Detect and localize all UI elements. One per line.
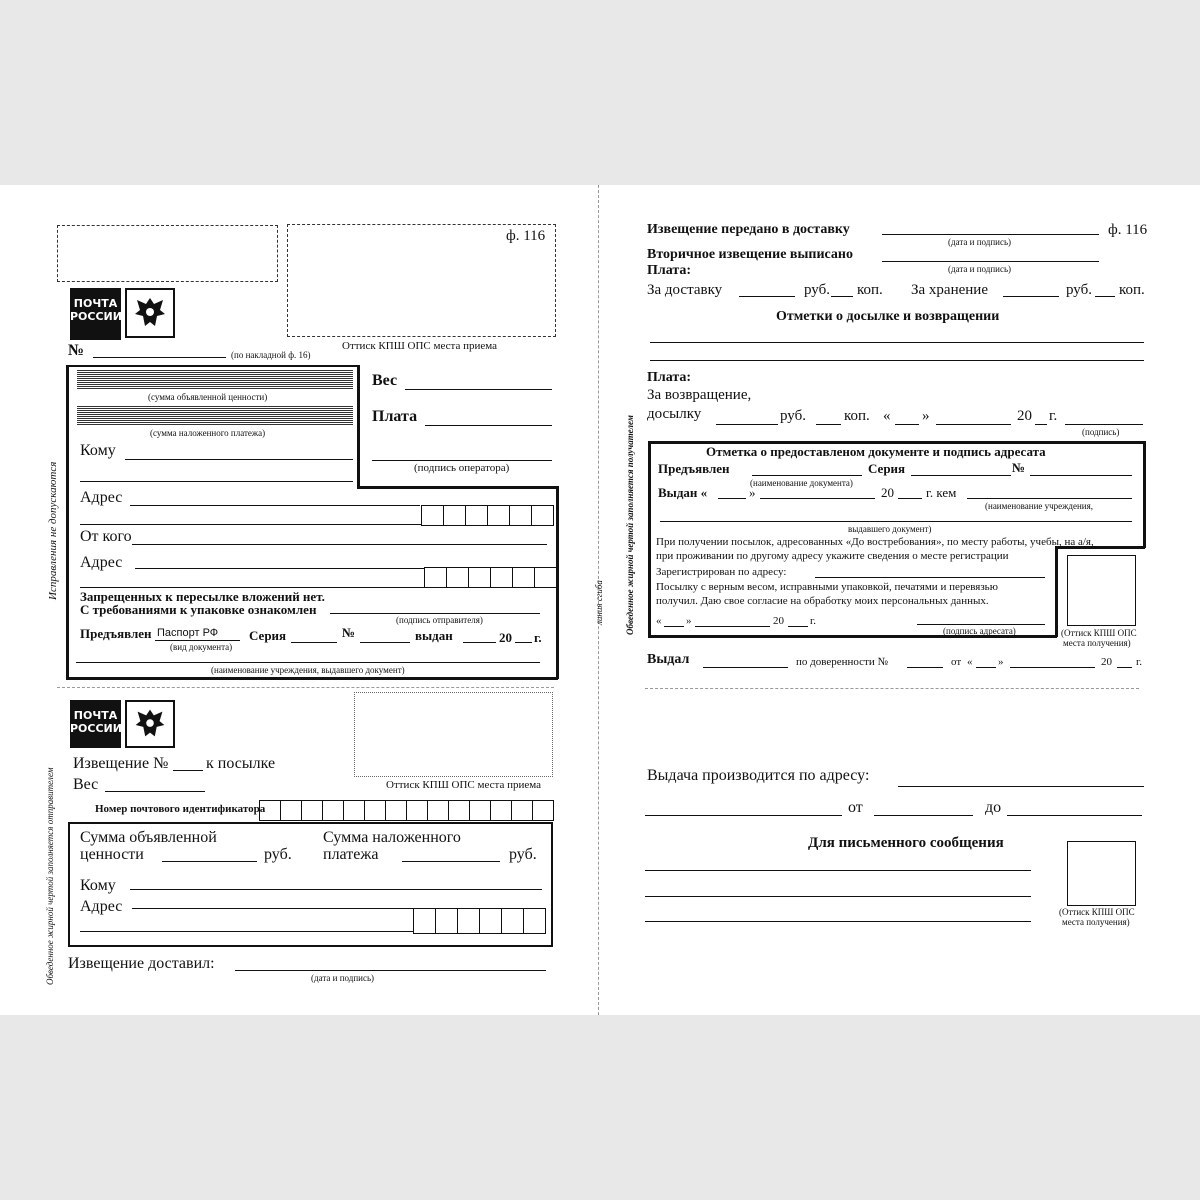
- issued-day-line[interactable]: [718, 498, 746, 499]
- cut-line-left: [57, 687, 554, 688]
- series-label-right: Серия: [868, 461, 906, 476]
- addressee-sign-hint: (подпись адресата): [943, 626, 1016, 636]
- registered-label: Зарегистрирован по адресу:: [656, 566, 787, 578]
- year4: 20: [1101, 656, 1112, 668]
- eagle-emblem-icon: [125, 288, 175, 338]
- declared-value-hint: (сумма объявленной ценности): [148, 392, 268, 402]
- poa-year-line[interactable]: [1117, 667, 1132, 668]
- fold-note: линия сгиба: [594, 580, 604, 625]
- return-kop-line[interactable]: [816, 424, 841, 425]
- para-3: Посылку с верным весом, исправными упаковкой, печатями и перевязью: [656, 581, 998, 593]
- doc-title: Отметка о предоставленом документе и подпись адресата: [706, 444, 1046, 459]
- date-sign-hint-1: (дата и подпись): [948, 237, 1012, 247]
- quote-open: «: [883, 408, 891, 424]
- border-bottom: [66, 677, 558, 680]
- form-number: ф. 116: [506, 228, 546, 244]
- para-4: получил. Даю свое согласие на обработку моих персональных данных.: [656, 595, 989, 607]
- num-label: №: [342, 625, 356, 640]
- address-line-1[interactable]: [130, 505, 420, 506]
- issued-by-label: Выдал: [647, 652, 690, 667]
- tracking-cells[interactable]: [260, 800, 554, 819]
- postcode-cells-bottom[interactable]: [414, 908, 546, 932]
- to-line-2[interactable]: [80, 481, 353, 482]
- delivered-to-line[interactable]: [882, 234, 1099, 235]
- side-note-no-corrections: Исправления не допускаются: [47, 461, 59, 600]
- rub-b-label: руб.: [1066, 282, 1092, 298]
- notice-label: Извещение №: [73, 755, 169, 772]
- stamp-box-receipt: [1067, 555, 1136, 626]
- series-line[interactable]: [291, 642, 337, 643]
- year-prefix: 20: [499, 630, 512, 645]
- message-title: Для письменного сообщения: [808, 835, 1004, 851]
- issue-address-line-2[interactable]: [645, 815, 842, 816]
- year-suffix-right: г.: [1049, 408, 1058, 424]
- rbox-right: [1143, 441, 1146, 548]
- weight-line-bottom[interactable]: [105, 791, 205, 792]
- notice-number-line[interactable]: [173, 770, 203, 771]
- num-label-right: №: [1012, 460, 1026, 475]
- num-line[interactable]: [360, 642, 410, 643]
- issuer-line-right[interactable]: [967, 498, 1132, 499]
- delivery-kop-line[interactable]: [831, 296, 853, 297]
- addressee-sign-line[interactable]: [917, 624, 1045, 625]
- resend-label: досылку: [647, 406, 702, 422]
- poa-month-line[interactable]: [1010, 667, 1095, 668]
- resend-line-1[interactable]: [650, 342, 1144, 343]
- address-line-2[interactable]: [80, 524, 422, 525]
- delivered-label: Извещение доставил:: [68, 955, 215, 972]
- series-label: Серия: [249, 628, 287, 643]
- to-line-1[interactable]: [125, 459, 353, 460]
- cod-line[interactable]: [402, 861, 500, 862]
- issued-label-right: Выдан «: [658, 485, 708, 500]
- message-line-2[interactable]: [645, 896, 1031, 897]
- poa-day-line[interactable]: [976, 667, 996, 668]
- stamp-box-message: [1067, 841, 1136, 906]
- doc-type-hint: (вид документа): [170, 642, 233, 652]
- declared-value-field[interactable]: [77, 369, 353, 390]
- para-1: При получении посылок, адресованных «До востребования», по месту работы, учебы, на а/я,: [656, 536, 1094, 548]
- border-mid: [357, 365, 360, 488]
- no-forbidden-line-2: С требованиями к упаковке ознакомлен: [80, 602, 317, 617]
- declared-label-1: Сумма объявленной: [80, 829, 217, 846]
- no-line[interactable]: [93, 357, 226, 358]
- resend-title: Отметки о досылке и возвращении: [776, 309, 1000, 324]
- kop2-label-right: коп.: [844, 408, 870, 424]
- receipt-year-line[interactable]: [788, 626, 808, 627]
- num-line-right[interactable]: [1030, 475, 1132, 476]
- issued-year-line[interactable]: [898, 498, 922, 499]
- issuer-line-right-2[interactable]: [660, 521, 1132, 522]
- return-label: За возвращение,: [647, 387, 752, 403]
- kop-b-label: коп.: [1119, 282, 1145, 298]
- presented-line-right[interactable]: [752, 475, 862, 476]
- form-number-right: ф. 116: [1108, 222, 1148, 238]
- return-rub-line[interactable]: [716, 424, 778, 425]
- message-line-3[interactable]: [645, 921, 1031, 922]
- issued-date-line[interactable]: [463, 642, 496, 643]
- no-hint: (по накладной ф. 16): [231, 350, 311, 360]
- quote-open-2: «: [967, 656, 973, 668]
- para-2: при проживании по другому адресу укажите сведения о месте регистрации: [656, 550, 1009, 562]
- cod-field[interactable]: [77, 405, 353, 426]
- stamp-box-bottom: [354, 692, 553, 777]
- address-label-bottom: Адрес: [80, 898, 123, 915]
- rub-label: руб.: [264, 846, 292, 863]
- receipt-month-line[interactable]: [695, 626, 770, 627]
- address-line-bottom-2[interactable]: [80, 931, 414, 932]
- rub2-label: руб.: [509, 846, 537, 863]
- delivered-to-label: Извещение передано в доставку: [647, 222, 850, 237]
- rbox-right-low: [1055, 546, 1058, 637]
- to-label-bottom: Кому: [80, 877, 116, 894]
- rbox-left: [648, 441, 651, 637]
- year-suffix: г.: [534, 630, 542, 645]
- year2: 20: [881, 485, 894, 500]
- rub-label-right: руб.: [804, 282, 830, 298]
- issuer-hint-right: выдавшего документ): [848, 524, 932, 534]
- delivery-rub-line[interactable]: [739, 296, 795, 297]
- from-line[interactable]: [132, 544, 547, 545]
- presented-value[interactable]: Паспорт РФ: [157, 627, 219, 639]
- weight-label: Вес: [372, 372, 398, 389]
- storage-label: За хранение: [911, 282, 988, 298]
- date-sign-hint-2: (дата и подпись): [948, 264, 1012, 274]
- post-logo: ПОЧТА РОССИИ: [70, 288, 121, 340]
- year-line[interactable]: [515, 642, 532, 643]
- address2-label: Адрес: [80, 554, 123, 571]
- date-open: «: [656, 615, 662, 627]
- to-label: Кому: [80, 442, 116, 459]
- postcode-cells-2[interactable]: [425, 567, 557, 586]
- date-close: »: [686, 615, 692, 627]
- to-label-bottom-right: до: [985, 799, 1002, 816]
- operator-sign-hint: (подпись оператора): [414, 462, 510, 474]
- operator-sign-line[interactable]: [372, 460, 552, 461]
- cut-line-right: [645, 688, 1139, 689]
- from-label-bottom: от: [848, 799, 863, 816]
- declared-label-2: ценности: [80, 846, 144, 863]
- cod-hint: (сумма наложенного платежа): [150, 428, 266, 438]
- stamp-caption-receipt-2: места получения): [1063, 638, 1131, 648]
- payment-line[interactable]: [425, 425, 552, 426]
- no-forbidden-line-1: Запрещенных к пересылке вложений нет.: [80, 589, 325, 604]
- secondary-line[interactable]: [882, 261, 1099, 262]
- message-line-1[interactable]: [645, 870, 1031, 871]
- issue-address-label: Выдача производится по адресу:: [647, 767, 870, 784]
- stamp-caption-message-1: (Оттиск КПШ ОПС: [1059, 907, 1135, 917]
- sender-sign-line[interactable]: [330, 613, 540, 614]
- side-note-recipient: Обведенное жирной чертой заполняется получателем: [625, 415, 635, 635]
- from-line-bottom[interactable]: [874, 815, 973, 816]
- stamp-caption: Оттиск КПШ ОПС места приема: [342, 340, 498, 352]
- to-line-bottom[interactable]: [130, 889, 542, 890]
- doc-name-hint: (наименование документа): [750, 478, 853, 488]
- quote-close: »: [922, 408, 930, 424]
- issued-month-line[interactable]: [760, 498, 875, 499]
- postcode-cells-1[interactable]: [422, 505, 554, 524]
- year3-suffix: г.: [810, 615, 817, 627]
- return-month-line[interactable]: [936, 424, 1011, 425]
- stamp-caption-receipt-1: (Оттиск КПШ ОПС: [1061, 628, 1137, 638]
- receipt-day-line[interactable]: [664, 626, 684, 627]
- storage-rub-line[interactable]: [1003, 296, 1059, 297]
- payment2-label: Плата:: [647, 370, 692, 385]
- sign-hint-right: (подпись): [1082, 427, 1120, 437]
- delivery-label: За доставку: [647, 282, 723, 298]
- payment-label: Плата: [372, 408, 418, 425]
- weight-label-bottom: Вес: [73, 776, 99, 793]
- stamp-caption-message-2: места получения): [1062, 917, 1130, 927]
- border-top: [66, 365, 357, 367]
- storage-kop-line[interactable]: [1095, 296, 1115, 297]
- year4-suffix: г.: [1136, 656, 1143, 668]
- cod-label-1: Сумма наложенного: [323, 829, 461, 846]
- presented-label: Предъявлен: [80, 626, 152, 641]
- parcel-suffix: к посылке: [206, 755, 276, 772]
- presented-label-right: Предъявлен: [658, 461, 730, 476]
- side-note-sender: Обведенное жирной чертой заполняется отправителем: [45, 767, 55, 985]
- return-sign-line[interactable]: [1065, 424, 1143, 425]
- sender-sign-hint: (подпись отправителя): [396, 615, 483, 625]
- issued-close: »: [749, 485, 756, 500]
- poa-number-line[interactable]: [907, 667, 943, 668]
- post-logo-bottom: ПОЧТА РОССИИ: [70, 700, 121, 748]
- rub2-label-right: руб.: [780, 408, 806, 424]
- declared-line[interactable]: [162, 861, 257, 862]
- issuer-line[interactable]: [76, 662, 540, 663]
- border-step: [357, 486, 558, 489]
- address-label: Адрес: [80, 489, 123, 506]
- issued-label: выдан: [415, 628, 453, 643]
- eagle-emblem-icon-bottom: [125, 700, 175, 748]
- poa-label: по доверенности №: [796, 656, 888, 668]
- poa-from-label: от: [951, 656, 962, 668]
- resend-line-2[interactable]: [650, 360, 1144, 361]
- year2-suffix: г. кем: [926, 485, 957, 500]
- issue-address-line[interactable]: [898, 786, 1144, 787]
- date-sign-hint-bottom: (дата и подпись): [311, 973, 375, 983]
- cod-label-2: платежа: [323, 846, 379, 863]
- return-day-line[interactable]: [895, 424, 919, 425]
- kop-label-right: коп.: [857, 282, 883, 298]
- no-label: №: [68, 342, 85, 359]
- address2-line-2[interactable]: [80, 587, 425, 588]
- from-label: От кого: [80, 528, 132, 545]
- secondary-label: Вторичное извещение выписано: [647, 247, 853, 262]
- registered-line[interactable]: [815, 577, 1045, 578]
- series-line-right[interactable]: [911, 475, 1011, 476]
- quote-close-2: »: [998, 656, 1004, 668]
- delivered-line[interactable]: [235, 970, 546, 971]
- year3: 20: [773, 615, 784, 627]
- weight-line[interactable]: [405, 389, 552, 390]
- tracking-label: Номер почтового идентификатора: [95, 803, 266, 815]
- issued-by-line[interactable]: [703, 667, 788, 668]
- address2-line-1[interactable]: [135, 568, 425, 569]
- border-left: [66, 365, 69, 679]
- to-line-bottom-right[interactable]: [1007, 815, 1142, 816]
- issuer-hint: (наименование учреждения, выдавшего документ): [211, 665, 405, 675]
- stamp-caption-bottom: Оттиск КПШ ОПС места приема: [386, 779, 542, 791]
- doc-type-line[interactable]: [155, 640, 240, 641]
- return-year-line[interactable]: [1035, 424, 1047, 425]
- payment-label-right: Плата:: [647, 263, 692, 278]
- stamp-box-small: [57, 225, 278, 282]
- address-line-bottom[interactable]: [132, 908, 414, 909]
- year-prefix-right: 20: [1017, 408, 1032, 424]
- institution-hint: (наименование учреждения,: [985, 501, 1093, 511]
